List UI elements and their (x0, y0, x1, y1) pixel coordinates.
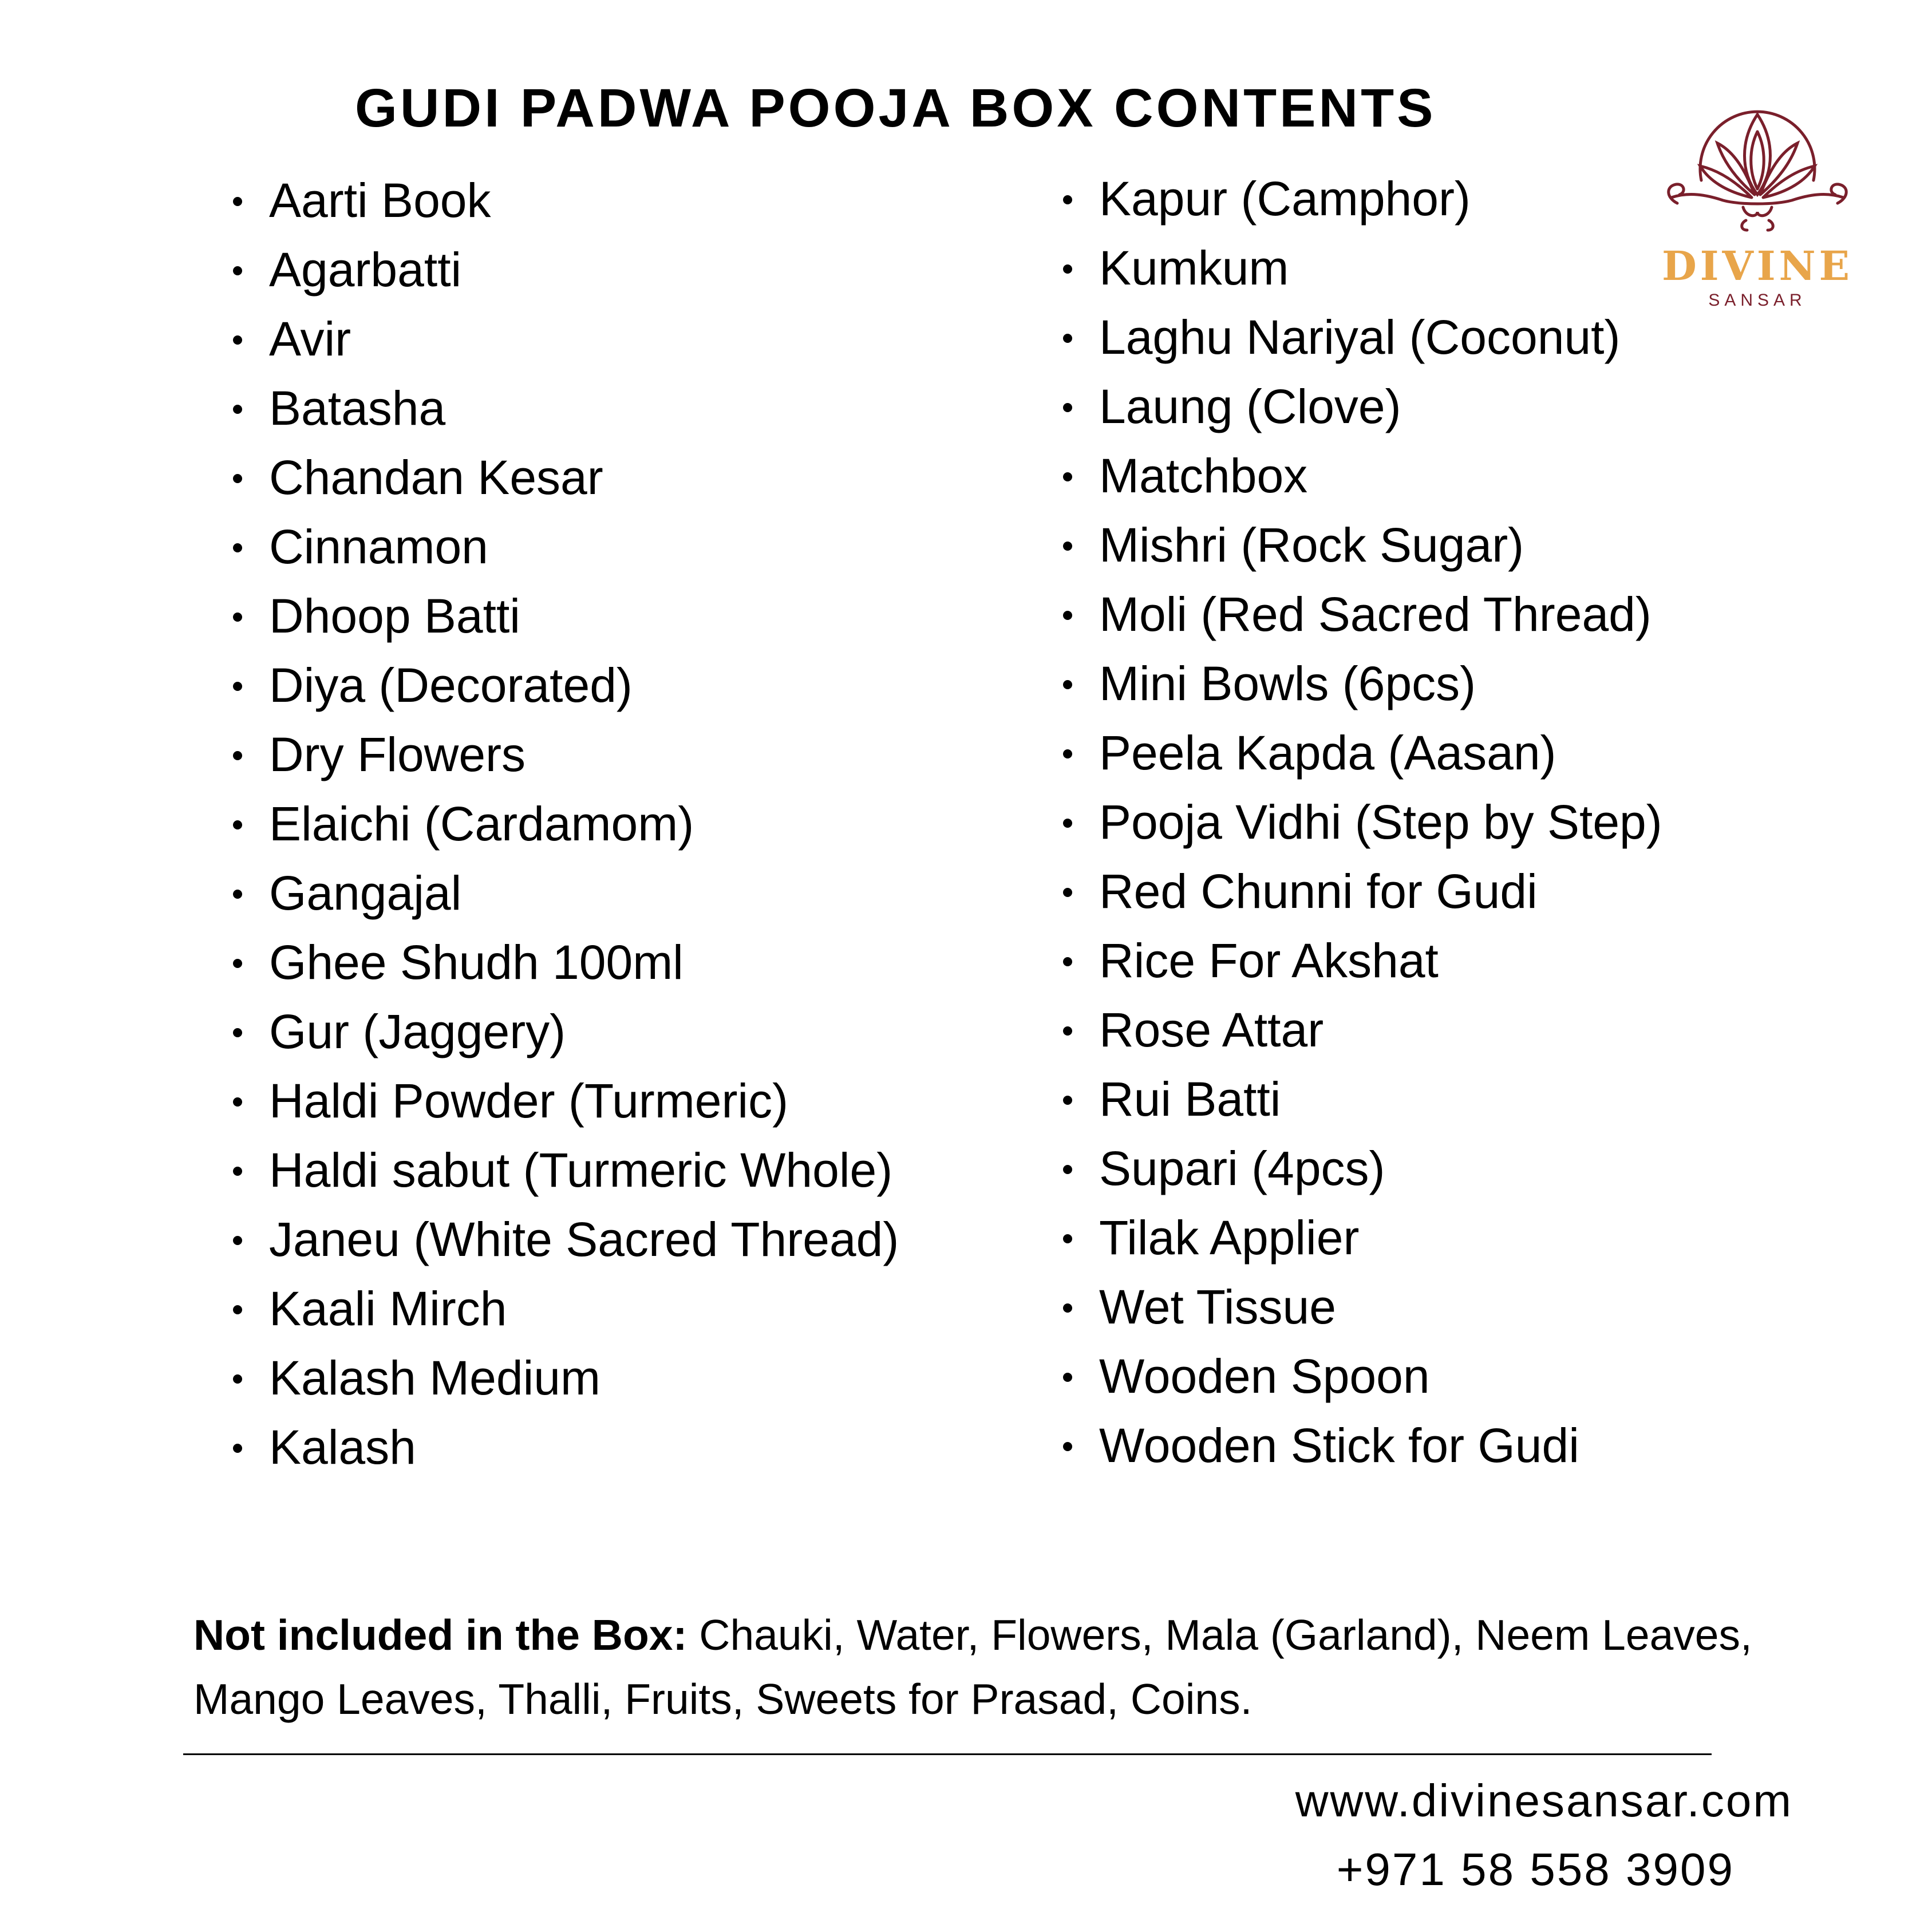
list-item (1056, 1134, 1662, 1203)
bullet-icon (1063, 1442, 1072, 1451)
bullet-icon (1063, 1096, 1072, 1105)
list-item (1056, 1203, 1662, 1273)
list-item-label: Wooden Spoon (1099, 1349, 1430, 1403)
list-item-label: Chandan Kesar (269, 451, 603, 504)
bullet-icon (233, 1374, 242, 1384)
list-item-label: Wet Tissue (1099, 1280, 1336, 1334)
brand-logo (1660, 80, 1855, 321)
list-item-label: Laghu Nariyal (Coconut) (1099, 310, 1621, 364)
list-item-label: Mishri (Rock Sugar) (1099, 518, 1524, 572)
not-included-note (193, 1603, 1814, 1731)
list-item-label: Kalash (269, 1420, 416, 1474)
bullet-icon (1063, 819, 1072, 828)
list-item-label: Kalash Medium (269, 1351, 600, 1405)
not-included-text: Chauki, Water, Flowers, Mala (Garland), Neem Leaves, Mango Leaves, Thalli, Fruits, Sweets for Prasad, Coins. (193, 1611, 1752, 1723)
list-item-label: Diya (Decorated) (269, 658, 633, 712)
list-item-label: Rice For Akshat (1099, 934, 1439, 987)
list-item-label: Wooden Stick for Gudi (1099, 1419, 1579, 1472)
bullet-icon (1063, 888, 1072, 897)
list-item-label: Pooja Vidhi (Step by Step) (1099, 795, 1662, 849)
bullet-icon (1063, 403, 1072, 412)
list-item-label: Dry Flowers (269, 728, 526, 781)
bullet-icon (233, 1028, 242, 1037)
list-item (226, 512, 899, 582)
list-item (1056, 926, 1662, 995)
list-item (226, 443, 899, 512)
list-item-label: Batasha (269, 381, 446, 435)
bullet-icon (233, 959, 242, 968)
bullet-icon (233, 1097, 242, 1107)
list-item-label: Tilak Applier (1099, 1211, 1360, 1265)
list-item (226, 720, 899, 789)
bullet-icon (233, 197, 242, 206)
list-item-label: Moli (Red Sacred Thread) (1099, 587, 1652, 641)
list-item-label: Rose Attar (1099, 1003, 1324, 1057)
bullet-icon (233, 890, 242, 899)
list-item (1056, 649, 1662, 718)
list-item (1056, 1065, 1662, 1134)
list-item (1056, 372, 1662, 441)
list-item-label: Aarti Book (269, 173, 491, 227)
bullet-icon (233, 682, 242, 691)
list-item (226, 374, 899, 443)
list-item-label: Kapur (Camphor) (1099, 172, 1471, 226)
bullet-icon (1063, 1234, 1072, 1243)
list-item (1056, 441, 1662, 511)
bullet-icon (1063, 957, 1072, 966)
contents-list-left (226, 166, 899, 1482)
contents-list-right (1056, 164, 1662, 1480)
list-item (226, 651, 899, 720)
list-item (226, 235, 899, 305)
bullet-icon (1063, 264, 1072, 274)
list-item (226, 305, 899, 374)
brand-name: DIVINE (1662, 242, 1853, 290)
lotus-icon (1660, 80, 1855, 240)
list-item-label: Red Chunni for Gudi (1099, 864, 1538, 918)
list-item (1056, 788, 1662, 857)
list-item (1056, 1342, 1662, 1411)
list-item-label: Gur (Jaggery) (269, 1005, 566, 1058)
list-item (1056, 1273, 1662, 1342)
bullet-icon (233, 405, 242, 414)
page-title: GUDI PADWA POOJA BOX CONTENTS (355, 78, 1436, 139)
list-item-label: Laung (Clove) (1099, 380, 1401, 433)
bullet-icon (1063, 195, 1072, 204)
list-item (1056, 995, 1662, 1065)
website-link[interactable]: www.divinesansar.com (1295, 1775, 1793, 1826)
list-item-label: Mini Bowls (6pcs) (1099, 657, 1476, 710)
list-item (226, 789, 899, 859)
bullet-icon (233, 335, 242, 345)
bullet-icon (233, 751, 242, 760)
bullet-icon (1063, 334, 1072, 343)
list-item (1056, 1411, 1662, 1480)
bullet-icon (233, 1167, 242, 1176)
bullet-icon (1063, 749, 1072, 758)
list-item-label: Ghee Shudh 100ml (269, 935, 683, 989)
list-item (1056, 303, 1662, 372)
list-item-label: Avir (269, 312, 351, 366)
bullet-icon (1063, 1303, 1072, 1313)
list-item (226, 1274, 899, 1344)
list-item-label: Cinnamon (269, 520, 488, 574)
bullet-icon (233, 1444, 242, 1453)
bullet-icon (1063, 1373, 1072, 1382)
bullet-icon (233, 1305, 242, 1314)
divider (183, 1753, 1712, 1755)
not-included-label: Not included in the Box: (193, 1611, 688, 1659)
list-item-label: Agarbatti (269, 243, 462, 297)
list-item (226, 1344, 899, 1413)
list-item-label: Rui Batti (1099, 1072, 1281, 1126)
list-item (226, 166, 899, 235)
list-item (1056, 718, 1662, 788)
list-item (226, 1136, 899, 1205)
list-item (1056, 164, 1662, 234)
list-item (226, 997, 899, 1066)
list-item-label: Haldi Powder (Turmeric) (269, 1074, 789, 1128)
list-item (226, 1205, 899, 1274)
bullet-icon (1063, 680, 1072, 689)
bullet-icon (1063, 611, 1072, 620)
list-item-label: Dhoop Batti (269, 589, 520, 643)
list-item-label: Peela Kapda (Aasan) (1099, 726, 1556, 780)
list-item-label: Supari (4pcs) (1099, 1141, 1385, 1195)
list-item-label: Haldi sabut (Turmeric Whole) (269, 1143, 893, 1197)
bullet-icon (1063, 542, 1072, 551)
list-item (1056, 511, 1662, 580)
list-item-label: Kumkum (1099, 241, 1289, 295)
list-item (1056, 857, 1662, 926)
list-item (226, 1413, 899, 1482)
list-item-label: Matchbox (1099, 449, 1308, 503)
bullet-icon (233, 1236, 242, 1245)
bullet-icon (233, 474, 242, 483)
bullet-icon (233, 820, 242, 829)
list-item-label: Kaali Mirch (269, 1282, 507, 1336)
bullet-icon (233, 266, 242, 275)
bullet-icon (233, 613, 242, 622)
bullet-icon (233, 543, 242, 552)
list-item (226, 928, 899, 997)
list-item (1056, 234, 1662, 303)
list-item (226, 582, 899, 651)
brand-subname: SANSAR (1708, 291, 1807, 310)
list-item-label: Janeu (White Sacred Thread) (269, 1212, 899, 1266)
bullet-icon (1063, 1165, 1072, 1174)
list-item (226, 859, 899, 928)
list-item-label: Gangajal (269, 866, 462, 920)
bullet-icon (1063, 472, 1072, 481)
phone-number: +971 58 558 3909 (1336, 1844, 1735, 1895)
list-item-label: Elaichi (Cardamom) (269, 797, 694, 851)
list-item (226, 1066, 899, 1136)
bullet-icon (1063, 1026, 1072, 1036)
list-item (1056, 580, 1662, 649)
